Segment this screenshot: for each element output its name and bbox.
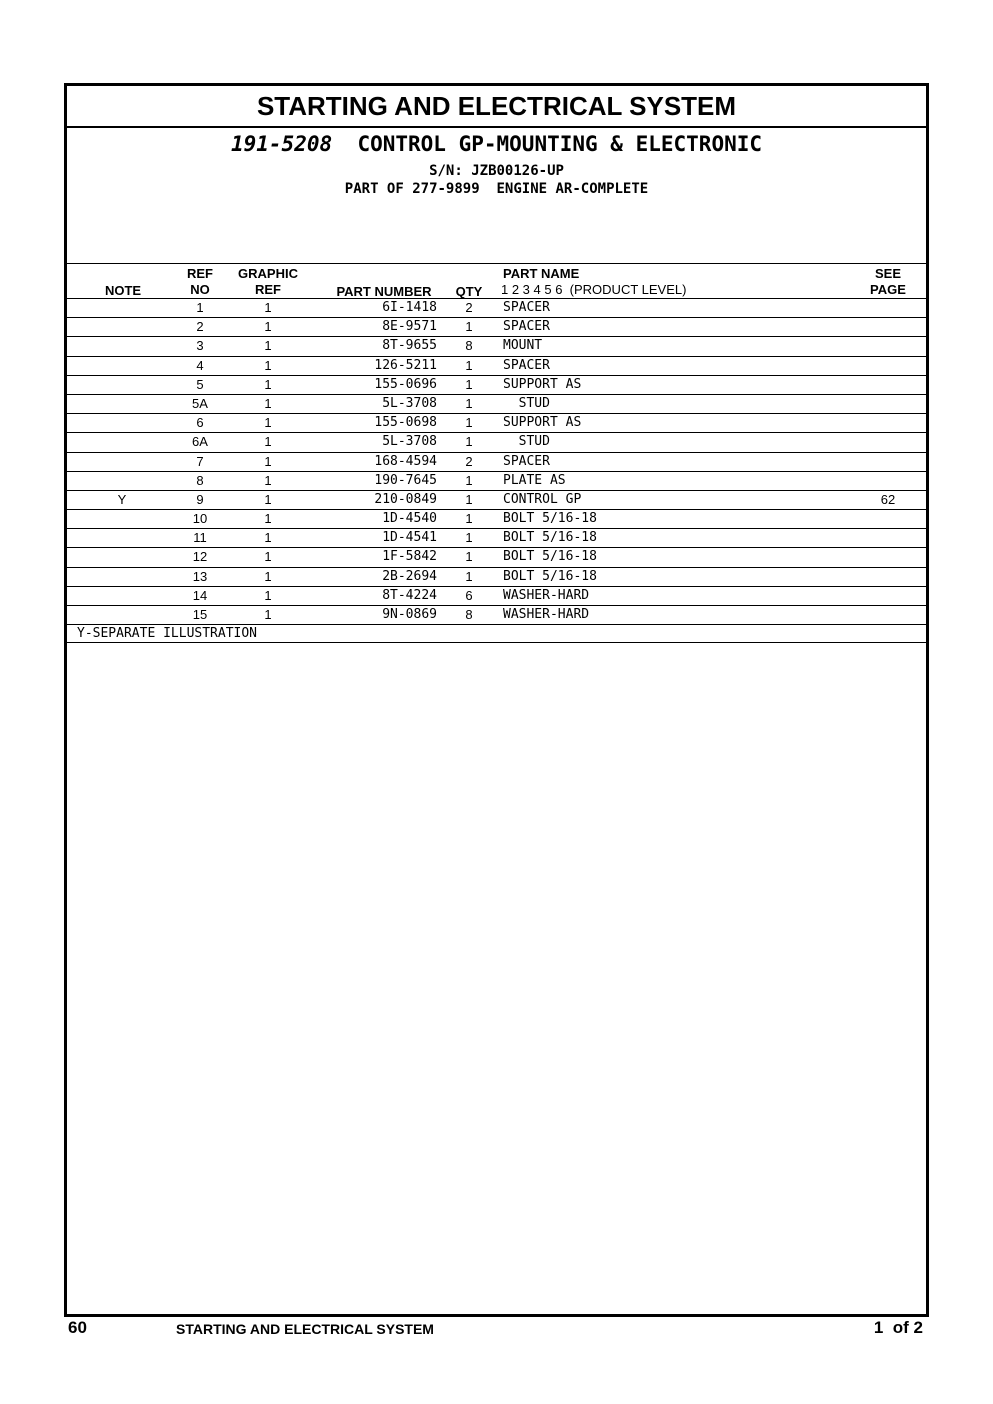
cell-name: SPACER (503, 300, 550, 315)
footer-page-number: 60 (68, 1318, 87, 1337)
cell-qty: 1 (465, 434, 473, 450)
cell-ref: 9 (196, 491, 204, 507)
table-row (67, 509, 926, 528)
cell-ref: 1 (196, 300, 204, 315)
cell-gref: 1 (264, 300, 272, 315)
cell-name: MOUNT (503, 338, 543, 354)
table-row (67, 586, 926, 605)
cell-ref: 15 (192, 607, 208, 622)
cell-pn: 6I-1418 (382, 300, 437, 315)
cell-qty: 1 (465, 549, 473, 565)
table-row (67, 317, 926, 336)
footer-section-title: STARTING AND ELECTRICAL SYSTEM (176, 1321, 434, 1337)
cell-ref: 7 (196, 453, 204, 469)
cell-gref: 1 (264, 376, 272, 392)
cell-ref: 6A (192, 434, 208, 450)
product-level-header: 1 2 3 4 5 6 (PRODUCT LEVEL) (501, 282, 687, 297)
cell-gref: 1 (264, 357, 272, 373)
cell-pn: 8E-9571 (382, 319, 437, 335)
col-graphic-header-bottom: REF (255, 282, 281, 297)
cell-qty: 1 (465, 472, 473, 488)
group-description: CONTROL GP-MOUNTING & ELECTRONIC (357, 132, 763, 156)
cell-ref: 14 (192, 587, 208, 603)
cell-pn: 1F-5842 (382, 549, 437, 565)
cell-pn: 168-4594 (374, 453, 437, 469)
cell-gref: 1 (264, 453, 272, 469)
table-row (67, 298, 926, 317)
table-row (67, 528, 926, 547)
cell-gref: 1 (264, 338, 272, 354)
col-graphic-header-top: GRAPHIC (238, 266, 298, 281)
footnote-text: Y-SEPARATE ILLUSTRATION (77, 626, 258, 642)
page-frame (64, 83, 929, 1317)
cell-pn: 8T-4224 (382, 587, 437, 603)
group-heading (67, 130, 926, 158)
cell-qty: 1 (465, 568, 473, 584)
cell-gref: 1 (264, 319, 272, 335)
table-row (67, 356, 926, 375)
cell-ref: 5 (196, 376, 204, 392)
cell-qty: 8 (465, 338, 473, 354)
cell-pn: 155-0696 (374, 376, 437, 392)
cell-qty: 1 (465, 357, 473, 373)
cell-qty: 1 (465, 319, 473, 335)
cell-pn: 1D-4540 (382, 511, 437, 527)
footnote-row (67, 624, 926, 643)
cell-pn: 210-0849 (374, 491, 437, 507)
table-row (67, 413, 926, 432)
cell-name: STUD (503, 434, 550, 450)
cell-pn: 5L-3708 (382, 395, 437, 411)
cell-name: SPACER (503, 319, 550, 335)
table-row (67, 471, 926, 490)
cell-pn: 8T-9655 (382, 338, 437, 354)
cell-name: BOLT 5/16-18 (503, 530, 597, 546)
col-part-number-header: PART NUMBER (336, 284, 432, 299)
cell-gref: 1 (264, 395, 272, 411)
cell-pn: 155-0698 (374, 415, 437, 431)
cell-pn: 126-5211 (374, 357, 437, 373)
cell-gref: 1 (264, 549, 272, 565)
cell-pn: 1D-4541 (382, 530, 437, 546)
cell-qty: 1 (465, 395, 473, 411)
cell-gref: 1 (264, 434, 272, 450)
cell-gref: 1 (264, 607, 272, 622)
cell-qty: 1 (465, 511, 473, 527)
cell-gref: 1 (264, 587, 272, 603)
cell-gref: 1 (264, 491, 272, 507)
cell-gref: 1 (264, 511, 272, 527)
cell-ref: 8 (196, 472, 204, 488)
cell-pn: 2B-2694 (382, 568, 437, 584)
cell-name: BOLT 5/16-18 (503, 549, 597, 565)
cell-name: WASHER-HARD (503, 587, 590, 603)
parts-table (67, 298, 926, 643)
col-ref-header-bottom: NO (190, 282, 210, 297)
cell-qty: 6 (465, 587, 473, 603)
cell-qty: 2 (465, 453, 473, 469)
page-title: STARTING AND ELECTRICAL SYSTEM (67, 86, 926, 128)
cell-ref: 12 (192, 549, 208, 565)
col-note-header: NOTE (104, 283, 142, 298)
table-row (67, 394, 926, 413)
cell-gref: 1 (264, 472, 272, 488)
cell-ref: 4 (196, 357, 204, 373)
cell-name: SPACER (503, 357, 550, 373)
cell-qty: 8 (465, 607, 473, 622)
cell-name: BOLT 5/16-18 (503, 568, 597, 584)
cell-ref: 3 (196, 338, 204, 354)
cell-qty: 1 (465, 530, 473, 546)
table-row (67, 567, 926, 586)
table-row (67, 605, 926, 624)
col-part-name-header: PART NAME (503, 266, 580, 281)
cell-qty: 1 (465, 415, 473, 431)
table-row (67, 547, 926, 566)
cell-name: CONTROL GP (503, 491, 582, 507)
cell-ref: 11 (193, 530, 207, 546)
cell-ref: 13 (192, 568, 208, 584)
cell-qty: 2 (465, 300, 473, 315)
cell-pn: 190-7645 (374, 472, 437, 488)
cell-ref: 2 (196, 319, 204, 335)
header-divider (67, 263, 926, 264)
footer-sheet-count: 1 of 2 (873, 1318, 923, 1337)
cell-name: SUPPORT AS (503, 376, 582, 392)
col-see-header-bottom: PAGE (870, 282, 906, 297)
serial-range: S/N: JZB00126-UP (429, 163, 564, 179)
cell-name: SPACER (503, 453, 550, 469)
cell-name: WASHER-HARD (503, 607, 590, 622)
cell-pn: 5L-3708 (382, 434, 437, 450)
cell-pn: 9N-0869 (382, 607, 437, 622)
part-of-line: PART OF 277-9899 ENGINE AR-COMPLETE (344, 181, 649, 197)
cell-qty: 1 (465, 491, 473, 507)
table-row (67, 336, 926, 355)
cell-see: 62 (880, 491, 896, 507)
table-row (67, 452, 926, 471)
cell-ref: 10 (192, 511, 208, 527)
cell-note: Y (117, 491, 127, 507)
group-part-number: 191-5208 (230, 132, 333, 156)
col-ref-header-top: REF (187, 266, 213, 281)
table-row (67, 490, 926, 509)
cell-gref: 1 (264, 530, 272, 546)
table-row (67, 375, 926, 394)
cell-name: STUD (503, 395, 550, 411)
cell-name: SUPPORT AS (503, 415, 582, 431)
cell-qty: 1 (465, 376, 473, 392)
cell-ref: 5A (192, 395, 208, 411)
col-see-header-top: SEE (874, 266, 901, 281)
cell-name: BOLT 5/16-18 (503, 511, 597, 527)
cell-ref: 6 (196, 415, 204, 431)
cell-gref: 1 (264, 415, 272, 431)
cell-name: PLATE AS (503, 472, 566, 488)
table-row (67, 432, 926, 451)
col-qty-header: QTY (455, 284, 483, 299)
cell-gref: 1 (264, 568, 272, 584)
